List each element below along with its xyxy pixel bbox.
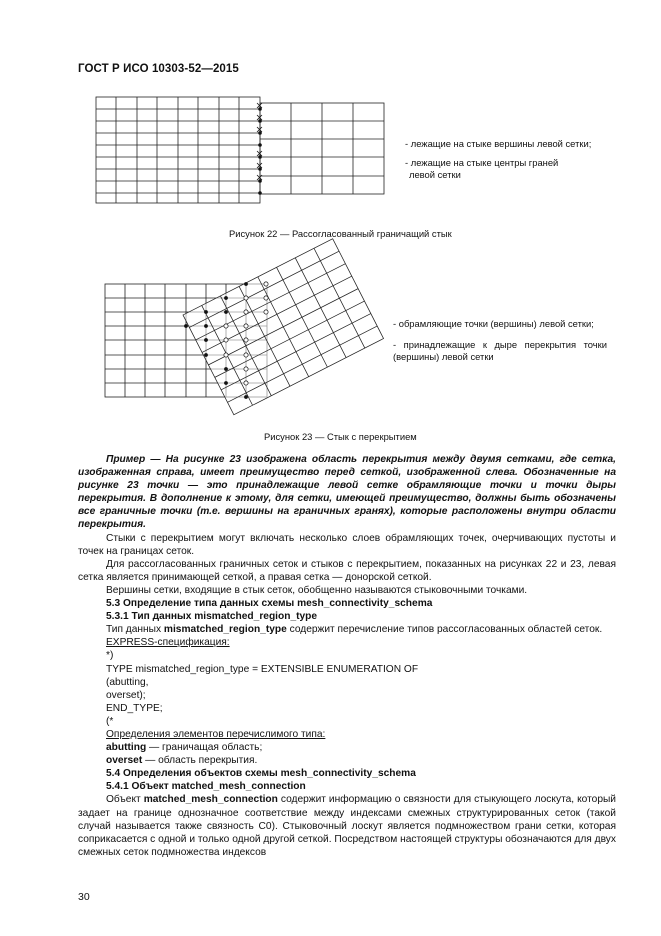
paragraph-fringe-layers: Стыки с перекрытием могут включать несколько слоев обрамляющих точек, очерчивающих пустоты и точек на границах сеток. [78,532,616,557]
code-line: (* [106,715,114,727]
enum-overset [78,754,616,767]
paragraph-matched-mesh-connection [78,793,616,858]
example-body: На рисунке 23 изображена область перекрытия между двумя сетками, где сетка, изображенная справа, имеет преимущество перед сеткой, изображенной слева. Обозначенные на рисунке 23 точки — это принадлежащие левой сетке обрамляющие точки и точки дыры перекрытия. В дополнение к этому, для сетки, имеющей преимущество, должны быть обозначены все граничные точки (т.е. вершины на граничных гранях), которые расположены внутри области перекрытия. [78,454,616,531]
example-label: Пример — [106,454,161,465]
enum-def: — граничащая область; [146,742,263,754]
enum-def: — область перекрытия. [142,755,258,767]
enum-abutting [78,741,616,754]
type-desc-lead: Тип данных [106,624,164,636]
page-number: 30 [78,891,90,903]
figure-22-caption: Рисунок 22 — Рассогласованный граничащий стык [229,228,452,239]
express-label-text: EXPRESS-спецификация: [106,637,230,649]
code-line: (abutting, [106,676,149,688]
enum-term: overset [106,755,143,767]
example-paragraph [78,453,616,532]
heading-5-4: 5.4 Определения объектов схемы mesh_connectivity_schema [106,768,416,780]
body-text [78,453,616,859]
type-desc-tail: содержит перечисление типов рассогласованных областей сеток. [286,624,603,636]
entity-desc-tail: содержит информацию о связности для стыкующего лоскута, который задает на границе однозначное соответствие между индексами смежных структурированных сеток (такой случай называется также связность C0). Стыковочный лоскут является подмножеством грани сетки, которая соприкасается с одной и только одной другой сеткой. Посредством настоящей структуры обозначаются для двух смежных сеток подмножества индексов [78,794,617,858]
document-header: ГОСТ Р ИСО 10303-52—2015 [78,63,239,75]
heading-5-4-1: 5.4.1 Объект matched_mesh_connection [106,781,306,793]
figure-23-legend-hole: - принадлежащие к дыре перекрытия точки [393,339,607,350]
figure-23-legend-fringe: - обрамляющие точки (вершины) левой сетки; [393,318,594,329]
entity-desc-lead: Объект [106,794,144,806]
enum-label-text: Определения элементов перечислимого типа: [106,728,326,740]
enum-definitions-label [78,728,616,741]
heading-5-3: 5.3 Определение типа данных схемы mesh_connectivity_schema [106,598,433,610]
paragraph-type-description [78,623,616,636]
enum-term: abutting [106,742,147,754]
express-label [78,636,616,649]
heading-5-3-1: 5.3.1 Тип данных mismatched_region_type [106,611,318,623]
code-line: TYPE mismatched_region_type = EXTENSIBLE ENUMERATION OF [106,663,419,675]
figure-22-legend-centers-cont: левой сетки [409,169,461,180]
figure-23-caption: Рисунок 23 — Стык с перекрытием [264,431,417,442]
type-name: mismatched_region_type [163,624,287,636]
code-line: END_TYPE; [106,702,163,714]
entity-name: matched_mesh_connection [143,794,278,806]
code-line: overset); [106,689,146,701]
figure-23-legend-hole-cont: (вершины) левой сетки [393,351,494,362]
express-code [78,649,616,728]
figure-22-legend-vertices: - лежащие на стыке вершины левой сетки; [405,138,592,149]
paragraph-connection-points: Вершины сетки, входящие в стык сеток, обобщенно называются стыковочными точками. [106,584,528,596]
code-line: *) [106,650,114,662]
paragraph-receiver-donor: Для рассогласованных граничных сеток и стыков с перекрытием, показанных на рисунках 22 и 23, левая сетка является принимающей сеткой, а правая сетка — донорской сеткой. [78,558,616,583]
figure-22-legend-centers: - лежащие на стыке центры граней [405,157,559,168]
